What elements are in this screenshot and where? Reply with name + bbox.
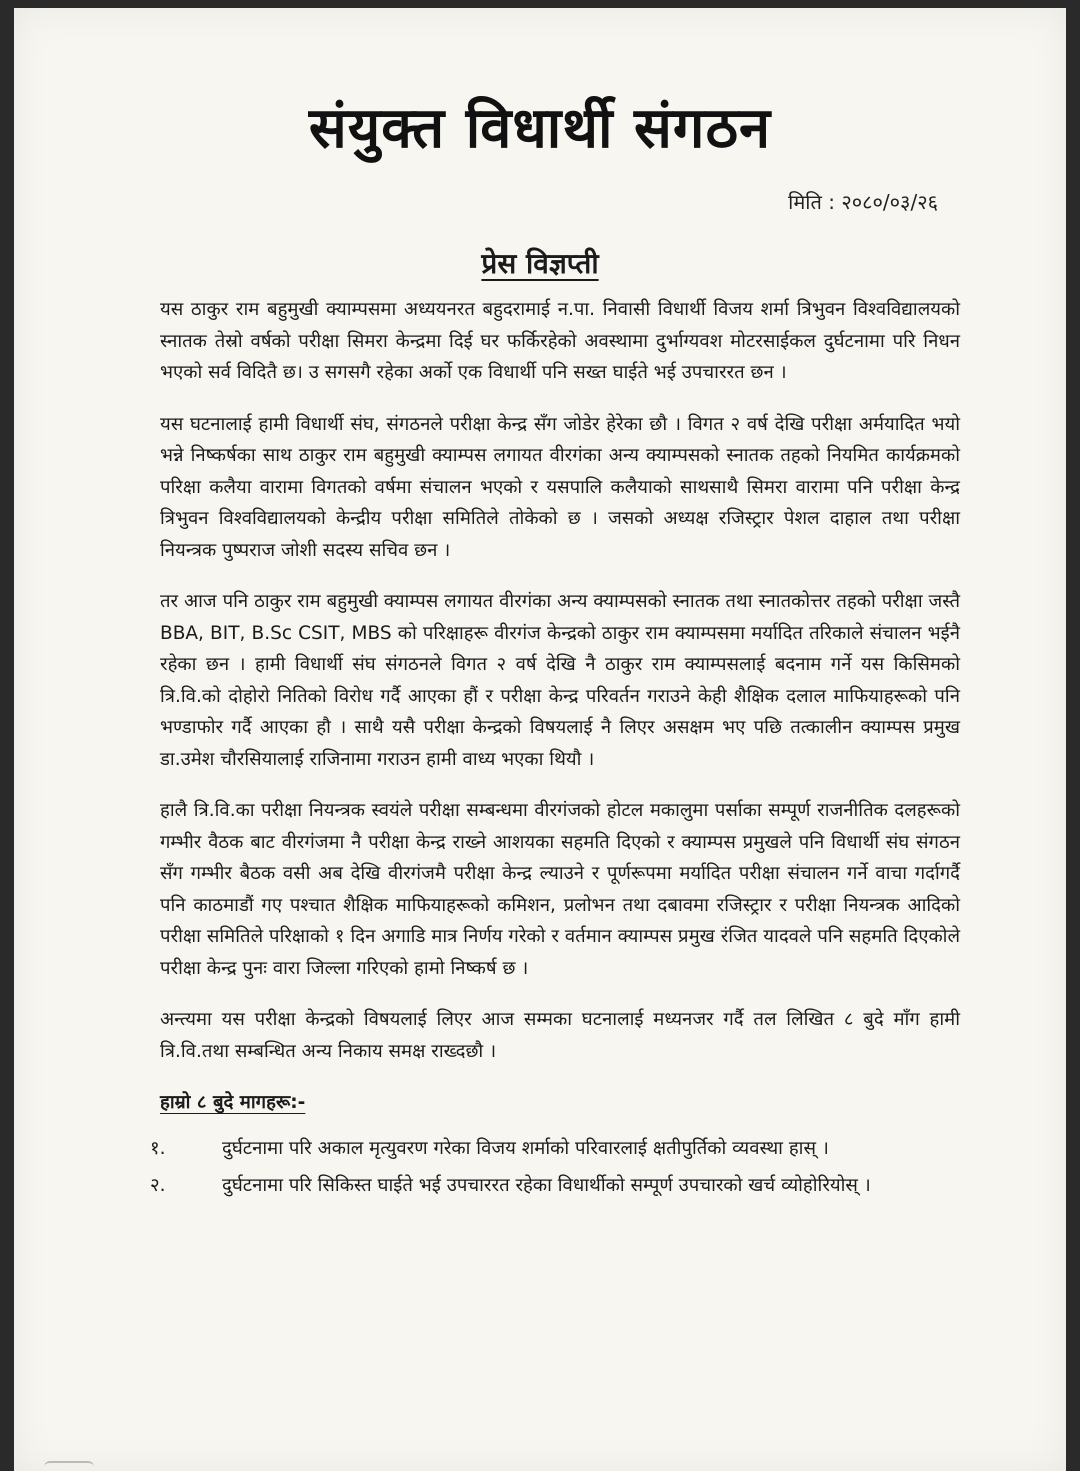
paragraph-4: हालै त्रि.वि.का परीक्षा नियन्त्रक स्वयंले परीक्षा सम्बन्धमा वीरगंजको होटल मकालुमा पर्साका सम्पूर्ण राजनीतिक दलहरूको गम्भीर वैठक बाट वीरगंजमा नै परीक्षा केन्द्र राख्ने आशयका सहमति दिएको र क्याम्पस प्रमुखले पनि विधार्थी संघ संगठन सँग गम्भीर बैठक वसी अब देखि वीरगंजमै परीक्षा केन्द्र ल्याउने र पूर्णरूपमा मर्यादित परीक्षा संचालन गर्ने वाचा गर्दागर्दै पनि काठमाडौं गए पश्चात शैक्षिक माफियाहरूको कमिशन, प्रलोभन तथा दबावमा रजिस्ट्रार र परीक्षा नियन्त्रक आदिको परीक्षा समितिले परिक्षाको १ दिन अगाडि मात्र निर्णय गरेको र वर्तमान क्याम्पस प्रमुख रंजित यादवले पनि सहमति दिएकोले परीक्षा केन्द्र पुनः वारा जिल्ला गरिएको हामो निष्कर्ष छ । [160, 800, 960, 979]
demand-item [150, 1133, 960, 1165]
demands-heading: हाम्रो ८ बुदे मागहरू:- [160, 1092, 306, 1113]
paragraph-2: यस घटनालाई हामी विधार्थी संघ, संगठनले परीक्षा केन्द्र सँग जोडेर हेरेका छौ । विगत २ वर्ष देखि परीक्षा अर्मयादित भयो भन्ने निष्कर्षका साथ ठाकुर राम बहुमुखी क्याम्पस लगायत वीरगंका अन्य क्याम्पसको स्नातक तहको नियमित कार्यक्रमको परिक्षा कलैया वारामा विगतको वर्षमा संचालन भएको र यसपालि कलैयाको साथसाथै सिमरा वारामा पनि परीक्षा केन्द्र त्रिभुवन विश्वविद्यालयको केन्द्रीय परीक्षा समितिले तोकेको छ । जसको अध्यक्ष रजिस्ट्रार पेशल दाहाल तथा परीक्षा नियन्त्रक पुष्पराज जोशी सदस्य सचिव छन । [160, 413, 960, 561]
demand-text: दुर्घटनामा परि सिकिस्त घाईते भई उपचाररत रहेका विधार्थीको सम्पूर्ण उपचारको खर्च व्योहोरियोस् । [222, 1175, 871, 1196]
document-body [150, 294, 960, 1208]
demand-text: दुर्घटनामा परि अकाल मृत्युवरण गरेका विजय शर्माको परिवारलाई क्षतीपुर्तिको व्यवस्था हास् । [222, 1137, 829, 1159]
paragraph-3: तर आज पनि ठाकुर राम बहुमुखी क्याम्पस लगायत वीरगंका अन्य क्याम्पसको स्नातक तथा स्नातकोत्तर तहको परीक्षा जस्तै BBA, BIT, B.Sc CSIT, MBS को परिक्षाहरू वीरगंज केन्द्रको ठाकुर राम क्याम्पसमा मर्यादित तरिकाले संचालन भईनै रहेका छन । हामी विधार्थी संघ संगठनले विगत २ वर्ष देखि नै ठाकुर राम क्याम्पसलाई बदनाम गर्ने यस किसिमको त्रि.वि.को दोहोरो नितिको विरोध गर्दै आएका हौं र परीक्षा केन्द्र परिवर्तन गराउने केही शैक्षिक दलाल माफियाहरूको पनि भण्डाफोर गर्दै आएका हौ । साथै यसै परीक्षा केन्द्रको विषयलाई नै लिएर असक्षम भए पछि तत्कालीन क्याम्पस प्रमुख डा.उमेश चौरसियालाई राजिनामा गराउन हामी वाध्य भएका थियौ । [160, 591, 960, 770]
page-edge-mark [44, 1461, 94, 1471]
demand-number: २. [150, 1175, 166, 1196]
demand-item [150, 1170, 960, 1202]
press-release-page [14, 8, 1066, 1471]
paragraph-1: यस ठाकुर राम बहुमुखी क्याम्पसमा अध्ययनरत बहुदरामाई न.पा. निवासी विधार्थी विजय शर्मा त्रिभुवन विश्वविद्यालयको स्नातक तेस्रो वर्षको परीक्षा सिमरा केन्द्रमा दिई घर फर्किरहेको अवस्थामा दुर्भाग्यवश मोटरसाईकल दुर्घटनामा परि निधन भएको सर्व विदितै छ। उ सगसगै रहेका अर्को एक विधार्थी पनि सख्त घाईते भई उपचाररत छन । [160, 299, 960, 383]
press-release-heading-text: प्रेस विज्ञप्ती [481, 247, 599, 280]
organization-title: संयुक्त विधार्थी संगठन [308, 96, 772, 161]
press-release-heading [14, 244, 1066, 282]
paragraph-5: अन्त्यमा यस परीक्षा केन्द्रको विषयलाई लिएर आज सम्मका घटनालाई मध्यनजर गर्दै तल लिखित ८ बुदे माँग हामी त्रि.वि.तथा सम्बन्धित अन्य निकाय समक्ष राख्दछौ । [160, 1009, 960, 1062]
date-line: मिति : २०८०/०३/२६ [788, 190, 938, 214]
demand-number: १. [150, 1137, 166, 1159]
